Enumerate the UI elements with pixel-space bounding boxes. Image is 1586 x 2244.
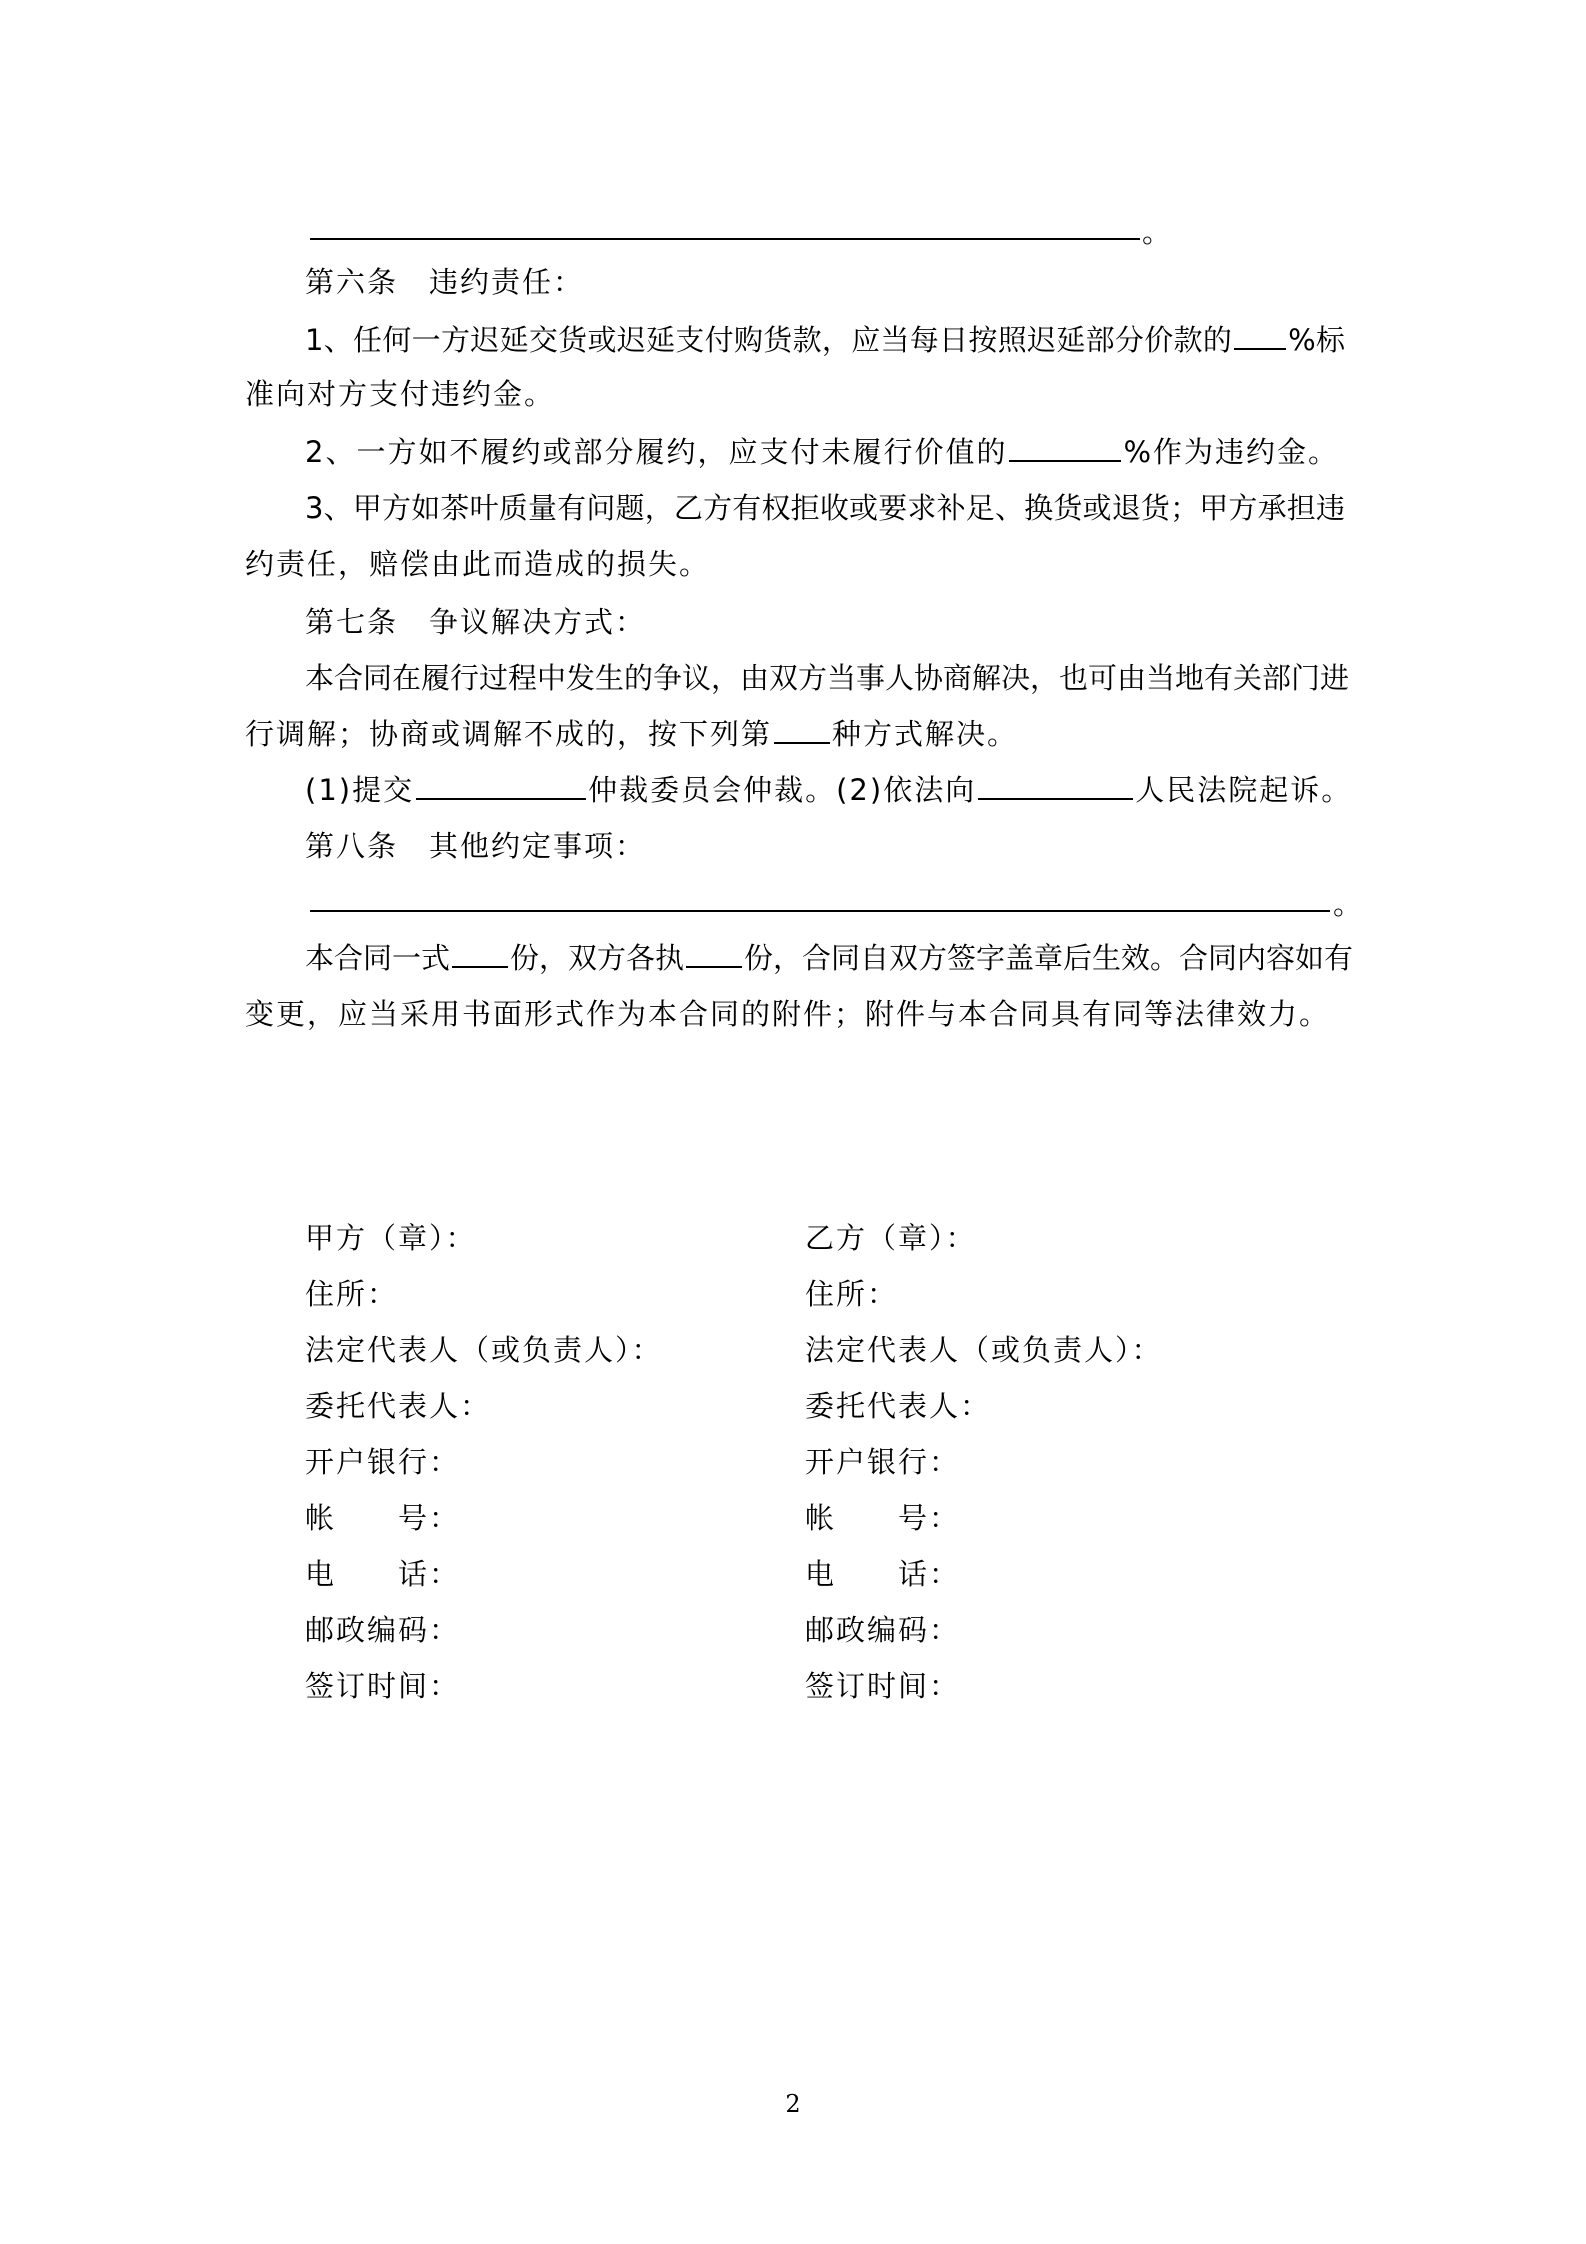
party-b-title: 乙方（章）：: [805, 1221, 977, 1255]
copies-total-blank[interactable]: [452, 942, 508, 968]
article-8-line-end: 。: [1333, 887, 1365, 921]
party-b-agent: 委托代表人：: [805, 1389, 992, 1423]
page-number: 2: [785, 2090, 801, 2118]
party-b-sign-time: 签订时间：: [805, 1669, 961, 1703]
party-b-legal-rep: 法定代表人（或负责人）：: [805, 1333, 1163, 1367]
article-8-fill-line[interactable]: [310, 910, 1330, 912]
default-rate-blank[interactable]: [1009, 436, 1121, 462]
party-a-legal-rep: 法定代表人（或负责人）：: [305, 1333, 663, 1367]
party-b-postcode: 邮政编码：: [805, 1613, 961, 1647]
fill-in-line-top: [310, 238, 1140, 240]
closing-paragraph-cont: 变更，应当采用书面形式作为本合同的附件；附件与本合同具有同等法律效力。: [245, 997, 1331, 1031]
article-7-heading: 第七条 争议解决方式：: [305, 605, 647, 639]
party-a-sign-time: 签订时间：: [305, 1669, 461, 1703]
article-7-options: (1)提交 仲裁委员会仲裁。(2)依法向 人民法院起诉。: [305, 773, 1353, 807]
party-a-account: 帐 号：: [305, 1501, 461, 1535]
article-6-item-3: 3、甲方如茶叶质量有问题，乙方有权拒收或要求补足、换货或退货；甲方承担违: [305, 491, 1345, 525]
dispute-method-blank[interactable]: [774, 718, 830, 744]
party-b-account: 帐 号：: [805, 1501, 961, 1535]
article-7-paragraph-cont: 行调解；协商或调解不成的，按下列第 种方式解决。: [245, 717, 1019, 751]
article-6-item-1: 1、任何一方迟延交货或迟延支付购货款，应当每日按照迟延部分价款的 %标: [305, 323, 1345, 357]
article-6-item-2: 2、一方如不履约或部分履约，应支付未履行价值的 %作为违约金。: [305, 435, 1340, 469]
copies-each-blank[interactable]: [686, 942, 742, 968]
top-line-end: 。: [1142, 215, 1174, 249]
article-6-item-3-cont: 约责任，赔偿由此而造成的损失。: [245, 547, 711, 581]
article-6-heading: 第六条 违约责任：: [305, 265, 585, 299]
party-a-title: 甲方（章）：: [305, 1221, 477, 1255]
party-b-bank: 开户银行：: [805, 1445, 961, 1479]
party-a-bank: 开户银行：: [305, 1445, 461, 1479]
court-blank[interactable]: [978, 774, 1133, 800]
party-a-phone: 电 话：: [305, 1557, 461, 1591]
party-a-agent: 委托代表人：: [305, 1389, 492, 1423]
party-b-phone: 电 话：: [805, 1557, 961, 1591]
party-a-address: 住所：: [305, 1277, 399, 1311]
article-8-heading: 第八条 其他约定事项：: [305, 829, 647, 863]
penalty-rate-blank[interactable]: [1234, 324, 1286, 350]
article-6-item-1-cont: 准向对方支付违约金。: [245, 377, 556, 411]
article-7-paragraph: 本合同在履行过程中发生的争议，由双方当事人协商解决，也可由当地有关部门进: [305, 661, 1350, 695]
party-b-address: 住所：: [805, 1277, 899, 1311]
arbitration-committee-blank[interactable]: [416, 774, 586, 800]
party-a-postcode: 邮政编码：: [305, 1613, 461, 1647]
closing-paragraph: 本合同一式 份，双方各执 份，合同自双方签字盖章后生效。合同内容如有: [305, 941, 1354, 975]
